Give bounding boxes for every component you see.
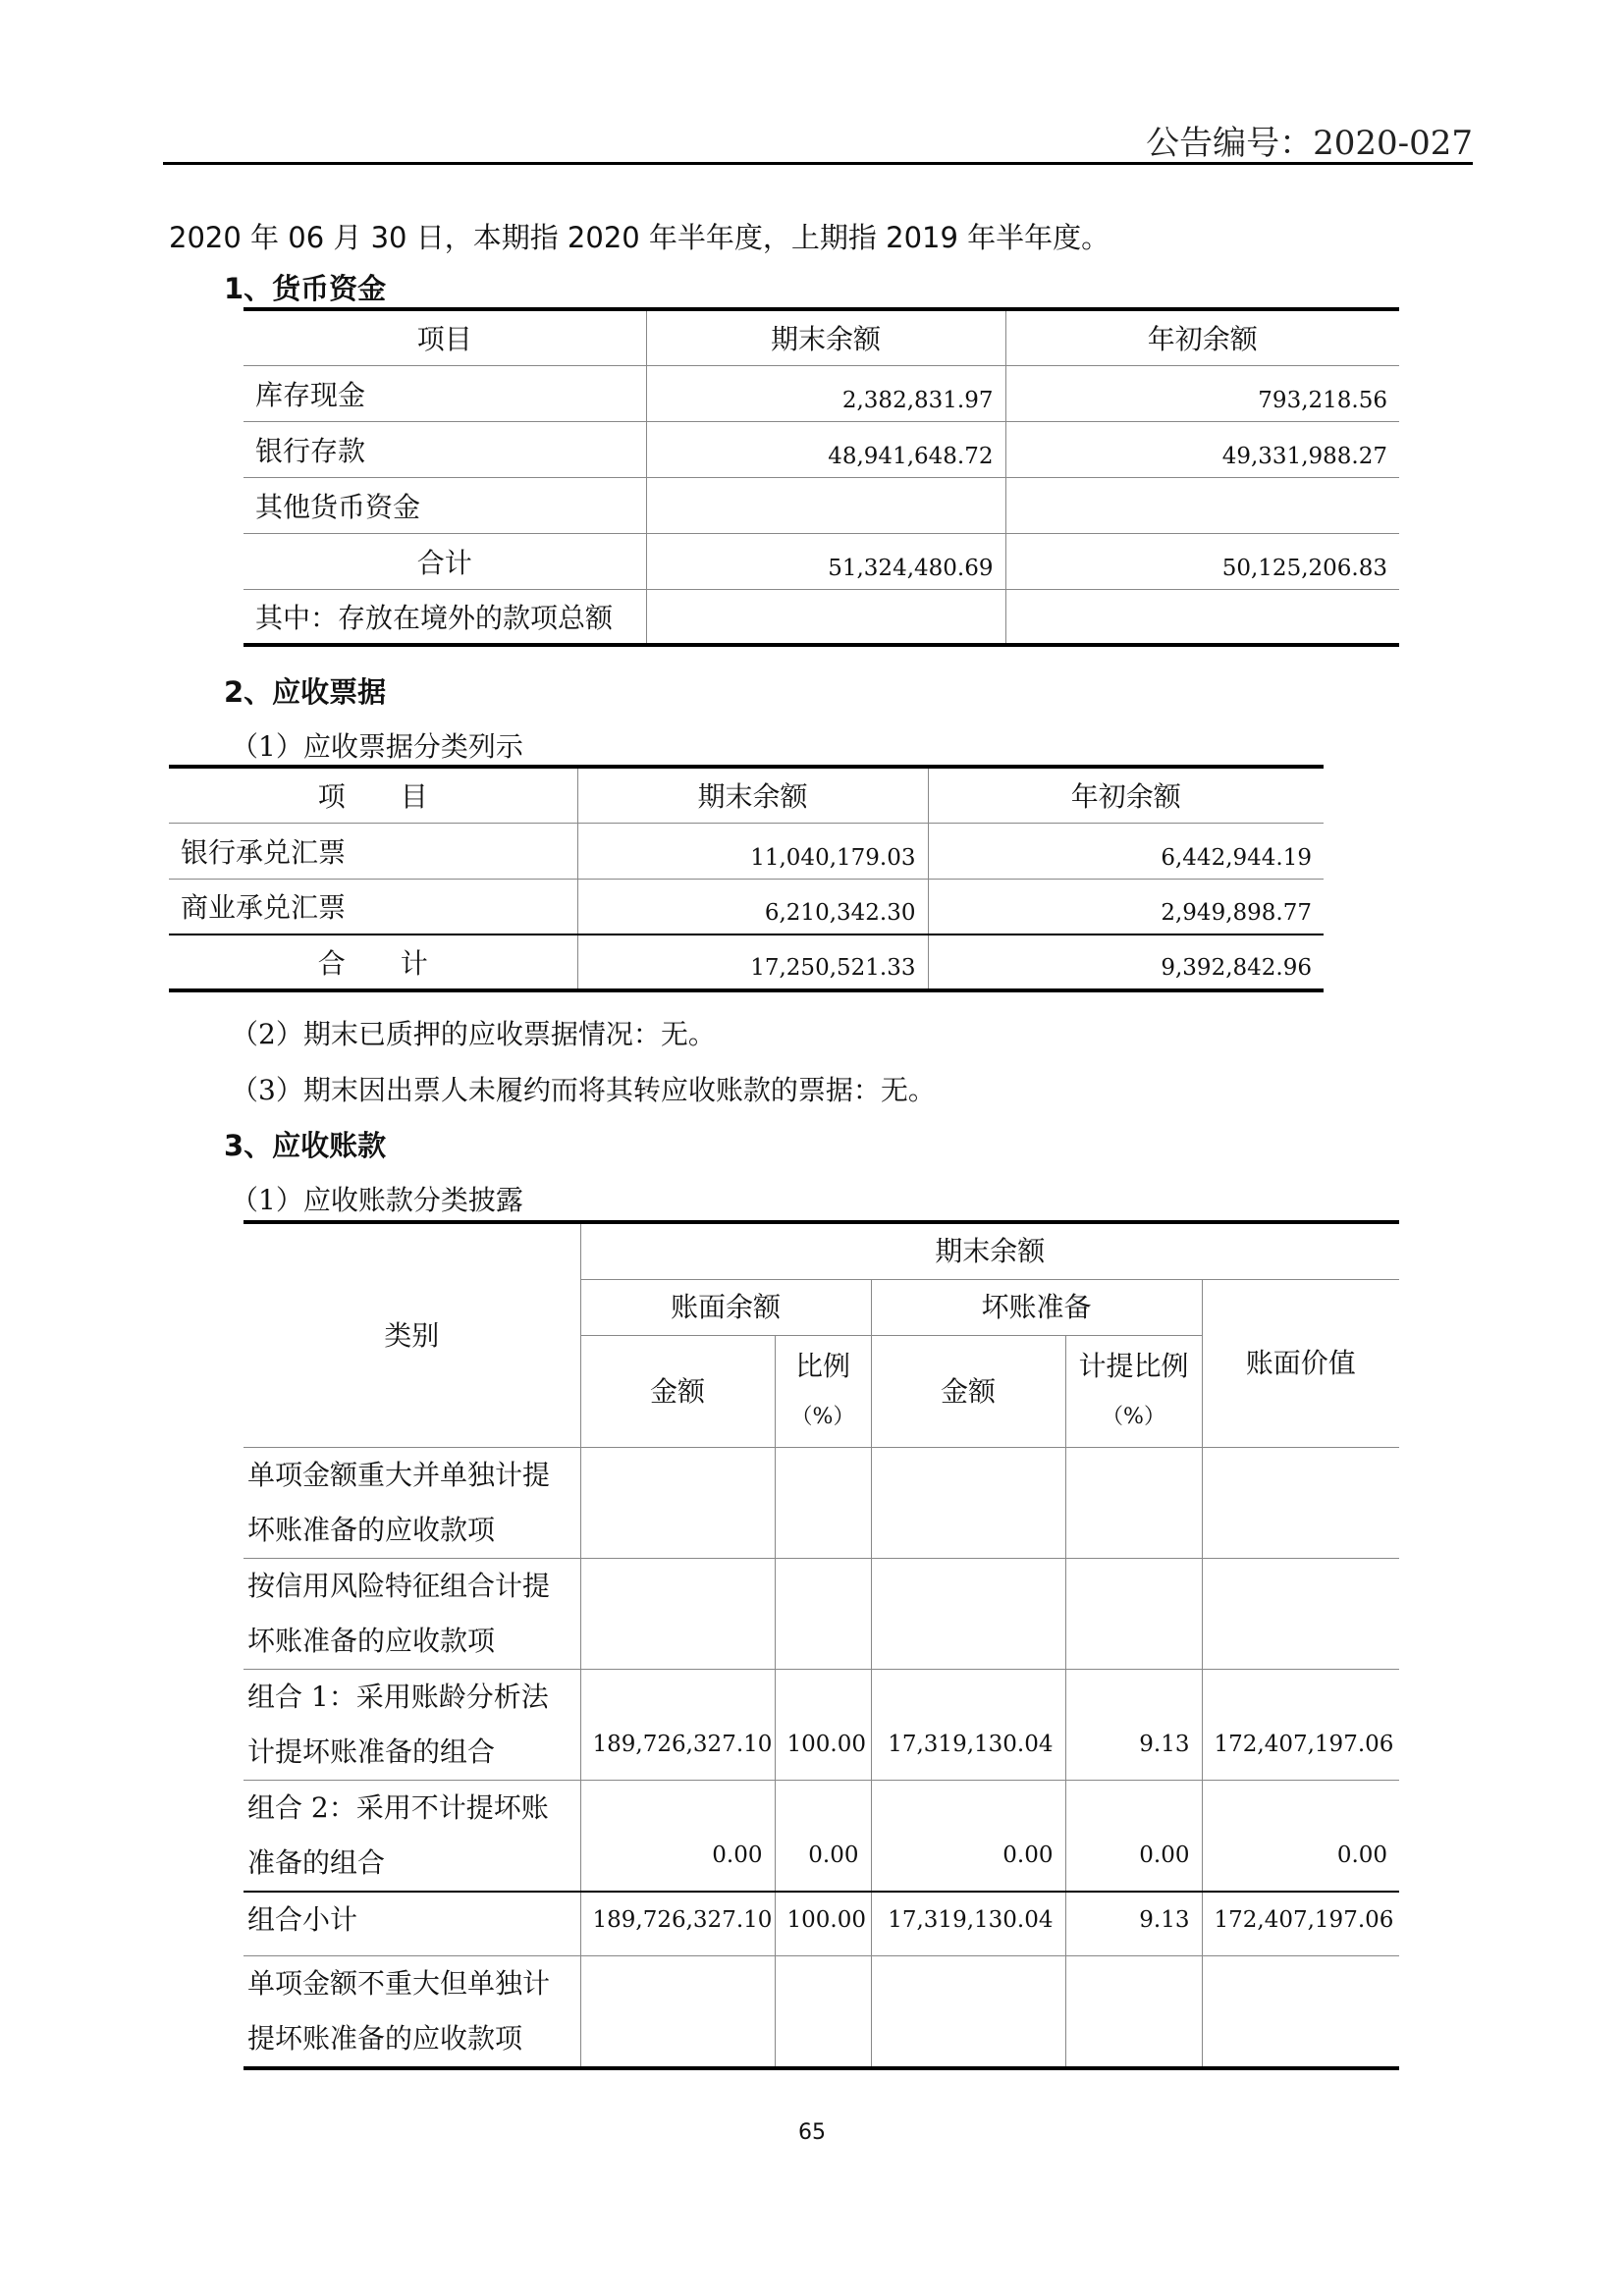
note-3: （3）期末因出票人未履约而将其转应收账款的票据：无。 — [231, 1074, 936, 1106]
begin-balance — [1005, 477, 1399, 533]
bad-debt-amount-cell — [871, 1448, 1065, 1559]
row-label: 合 计 — [169, 934, 577, 990]
ratio-cell — [775, 1956, 871, 2069]
section-3-heading: 3、应收账款 — [224, 1129, 387, 1162]
end-balance: 11,040,179.03 — [577, 823, 928, 879]
table-row — [244, 421, 1399, 477]
table-row — [244, 1781, 1399, 1893]
row-label-line: 提坏账准备的应收款项 — [247, 2022, 523, 2055]
section-1-heading: 1、货币资金 — [224, 272, 387, 305]
book-value-cell — [1202, 1559, 1399, 1670]
section-2-heading: 2、应收票据 — [224, 675, 387, 709]
row-label — [244, 1781, 580, 1893]
column-header: 年初余额 — [928, 767, 1324, 823]
end-balance: 48,941,648.72 — [646, 421, 1005, 477]
book-value-cell: 172,407,197.06 — [1202, 1670, 1399, 1781]
table-header-row — [169, 767, 1324, 823]
table-row — [244, 1956, 1399, 2069]
ratio-cell — [775, 1448, 871, 1559]
end-balance — [646, 477, 1005, 533]
row-label: 库存现金 — [255, 378, 366, 411]
ratio-label: 比例 — [794, 1349, 850, 1382]
column-header: 期末余额 — [577, 767, 928, 823]
amount-header: 金额 — [580, 1336, 775, 1448]
ratio-header — [775, 1336, 871, 1448]
table-row — [169, 879, 1324, 934]
bad-debt-header: 坏账准备 — [871, 1280, 1202, 1336]
accounts-receivable-table — [244, 1220, 1399, 2070]
row-label — [244, 1956, 580, 2069]
document-number: 公告编号：2020-027 — [1146, 124, 1473, 163]
row-label — [244, 1559, 580, 1670]
begin-balance: 9,392,842.96 — [928, 934, 1324, 990]
table-row — [244, 533, 1399, 589]
bad-debt-ratio-cell — [1065, 1448, 1202, 1559]
bad-debt-amount-cell: 0.00 — [871, 1781, 1065, 1893]
page-number: 65 — [798, 2120, 826, 2145]
row-label — [244, 1448, 580, 1559]
row-label-line: 坏账准备的应收款项 — [247, 1514, 496, 1546]
end-balance: 17,250,521.33 — [577, 934, 928, 990]
table-row — [244, 477, 1399, 533]
table-subtotal-row — [244, 1892, 1399, 1956]
table-header-row — [244, 309, 1399, 365]
book-value-cell: 172,407,197.06 — [1202, 1892, 1399, 1956]
end-balance: 51,324,480.69 — [646, 533, 1005, 589]
row-label-line: 组合 2：采用不计提坏账 — [247, 1791, 549, 1824]
table-row — [169, 823, 1324, 879]
provision-ratio-header — [1065, 1336, 1202, 1448]
row-label-line: 组合 1：采用账龄分析法 — [247, 1681, 549, 1713]
table-total-row — [169, 934, 1324, 990]
row-label-line: 单项金额重大并单独计提 — [247, 1459, 551, 1491]
book-value-header: 账面价值 — [1202, 1280, 1399, 1448]
notes-receivable-table — [169, 765, 1324, 992]
table-row — [244, 1559, 1399, 1670]
book-balance-header: 账面余额 — [580, 1280, 871, 1336]
begin-balance: 6,442,944.19 — [928, 823, 1324, 879]
ratio-unit: （%） — [790, 1404, 855, 1429]
row-label-line: 计提坏账准备的组合 — [247, 1735, 496, 1768]
row-label: 合计 — [244, 533, 646, 589]
row-label: 组合小计 — [244, 1892, 580, 1956]
row-label-line: 按信用风险特征组合计提 — [247, 1570, 551, 1602]
section-3-subheading: （1）应收账款分类披露 — [231, 1184, 523, 1216]
ratio-cell — [775, 1559, 871, 1670]
bad-debt-ratio-cell — [1065, 1559, 1202, 1670]
note-2: （2）期末已质押的应收票据情况：无。 — [231, 1018, 716, 1050]
row-label-line: 坏账准备的应收款项 — [247, 1625, 496, 1657]
amount-cell: 189,726,327.10 — [580, 1670, 775, 1781]
row-label — [244, 1670, 580, 1781]
book-value-cell — [1202, 1956, 1399, 2069]
intro-text: 2020 年 06 月 30 日，本期指 2020 年半年度，上期指 2019 年半年度。 — [169, 221, 1110, 254]
row-label: 商业承兑汇票 — [169, 879, 577, 934]
amount-cell — [580, 1559, 775, 1670]
bad-debt-amount-cell — [871, 1559, 1065, 1670]
begin-balance: 49,331,988.27 — [1005, 421, 1399, 477]
table-header-row — [244, 1222, 1399, 1280]
row-label-line: 准备的组合 — [247, 1846, 386, 1879]
begin-balance: 793,218.56 — [1005, 365, 1399, 421]
row-label: 银行承兑汇票 — [181, 835, 347, 869]
bad-debt-amount-cell: 17,319,130.04 — [871, 1670, 1065, 1781]
end-balance: 6,210,342.30 — [577, 879, 928, 934]
bad-debt-ratio-cell: 0.00 — [1065, 1781, 1202, 1893]
begin-balance — [1005, 589, 1399, 645]
table-row — [244, 1448, 1399, 1559]
bad-debt-amount-cell — [871, 1956, 1065, 2069]
book-value-cell: 0.00 — [1202, 1781, 1399, 1893]
table-row — [244, 1670, 1399, 1781]
period-header: 期末余额 — [580, 1222, 1399, 1280]
book-value-cell — [1202, 1448, 1399, 1559]
header-rule — [163, 162, 1473, 165]
column-header: 项 目 — [169, 767, 577, 823]
bad-debt-ratio-cell: 9.13 — [1065, 1892, 1202, 1956]
ratio-unit: （%） — [1102, 1404, 1165, 1429]
row-label: 其中：存放在境外的款项总额 — [244, 589, 646, 645]
category-header: 类别 — [384, 1318, 440, 1352]
table-row — [244, 589, 1399, 645]
amount-cell — [580, 1956, 775, 2069]
begin-balance: 50,125,206.83 — [1005, 533, 1399, 589]
row-label-line: 单项金额不重大但单独计 — [247, 1967, 551, 2000]
ratio-cell: 0.00 — [775, 1781, 871, 1893]
section-2-subheading: （1）应收票据分类列示 — [231, 730, 523, 763]
end-balance: 2,382,831.97 — [646, 365, 1005, 421]
provision-ratio-label: 计提比例 — [1078, 1349, 1189, 1382]
row-label: 银行存款 — [244, 421, 646, 477]
table-row — [244, 365, 1399, 421]
bad-debt-ratio-cell — [1065, 1956, 1202, 2069]
column-header: 项目 — [244, 309, 646, 365]
column-header: 期末余额 — [646, 309, 1005, 365]
bad-debt-ratio-cell: 9.13 — [1065, 1670, 1202, 1781]
amount-cell: 189,726,327.10 — [580, 1892, 775, 1956]
column-header: 年初余额 — [1005, 309, 1399, 365]
ratio-cell: 100.00 — [775, 1670, 871, 1781]
begin-balance: 2,949,898.77 — [928, 879, 1324, 934]
amount-header: 金额 — [871, 1336, 1065, 1448]
bad-debt-amount-cell: 17,319,130.04 — [871, 1892, 1065, 1956]
end-balance — [646, 589, 1005, 645]
row-label: 其他货币资金 — [244, 477, 646, 533]
amount-cell — [580, 1448, 775, 1559]
amount-cell: 0.00 — [580, 1781, 775, 1893]
ratio-cell: 100.00 — [775, 1892, 871, 1956]
cash-table — [244, 307, 1399, 647]
